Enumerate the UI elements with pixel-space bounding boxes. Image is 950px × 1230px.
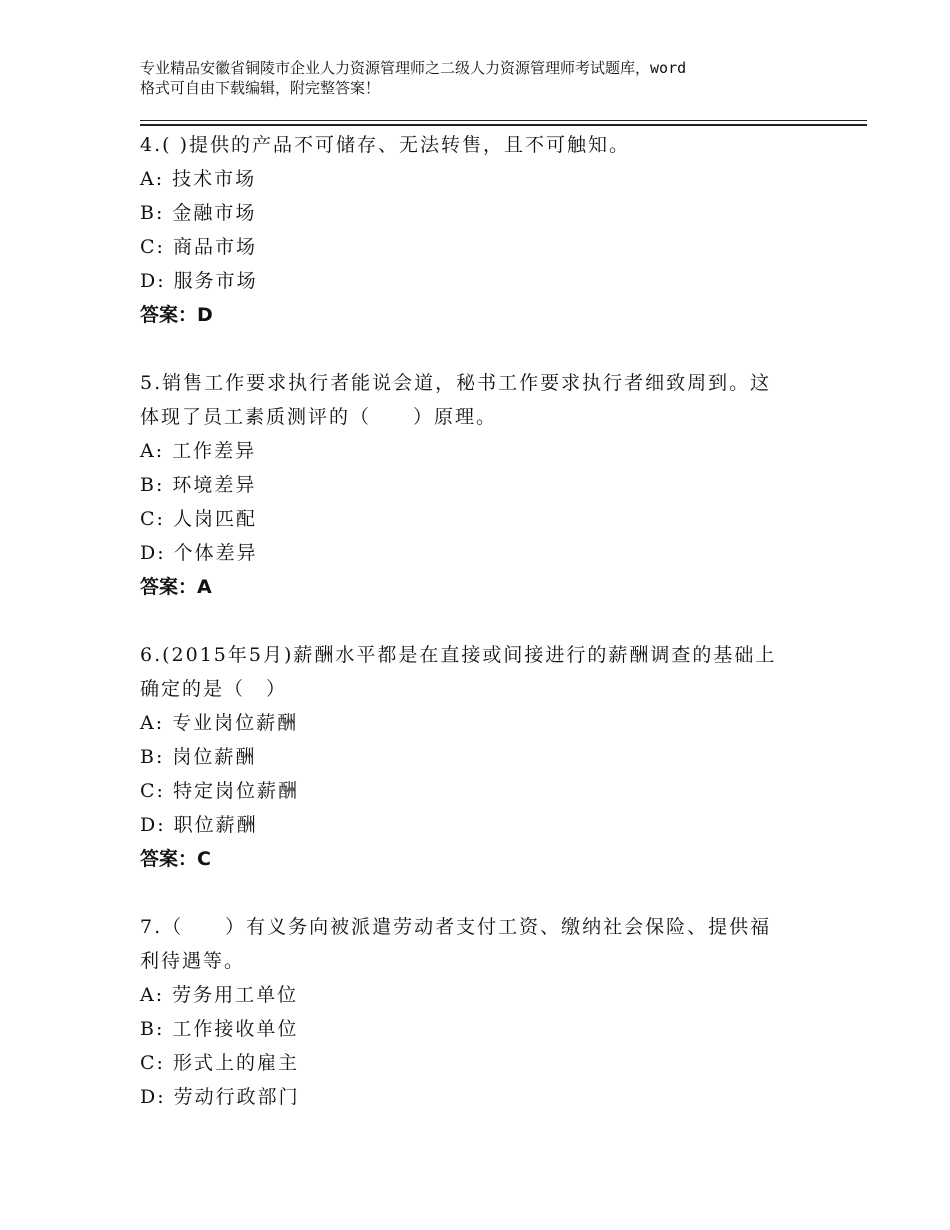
header-title-line-1: 专业精品安徽省铜陵市企业人力资源管理师之二级人力资源管理师考试题库，word [140, 59, 687, 77]
answer: 答案：C [140, 848, 211, 870]
option-b: B: 工作接收单位 [140, 1018, 299, 1040]
header-title-line-2: 格式可自由下载编辑，附完整答案！ [140, 79, 381, 97]
question-text: 4.( )提供的产品不可储存、无法转售，且不可触知。 [140, 134, 630, 156]
option-c: C: 人岗匹配 [140, 508, 257, 530]
option-c: C: 商品市场 [140, 236, 257, 258]
option-b: B: 岗位薪酬 [140, 746, 257, 768]
header-divider [140, 120, 867, 121]
option-b: B: 金融市场 [140, 202, 257, 224]
question-list [140, 128, 820, 1148]
option-d: D: 劳动行政部门 [140, 1086, 300, 1108]
document-header [140, 58, 830, 98]
option-a: A: 专业岗位薪酬 [140, 712, 299, 734]
question-text: 5.销售工作要求执行者能说会道，秘书工作要求执行者细致周到。这 [140, 372, 772, 394]
option-d: D: 职位薪酬 [140, 814, 258, 836]
option-a: A: 工作差异 [140, 440, 257, 462]
option-a: A: 技术市场 [140, 168, 257, 190]
option-c: C: 形式上的雇主 [140, 1052, 299, 1074]
question-4 [140, 128, 820, 332]
question-6 [140, 638, 820, 876]
option-d: D: 服务市场 [140, 270, 258, 292]
question-text-cont: 体现了员工素质测评的（ ）原理。 [140, 406, 498, 428]
option-a: A: 劳务用工单位 [140, 984, 299, 1006]
answer: 答案：A [140, 576, 212, 598]
question-text: 6.(2015年5月)薪酬水平都是在直接或间接进行的薪酬调查的基础上 [140, 644, 777, 666]
question-text-cont: 确定的是（ ） [140, 678, 288, 700]
answer: 答案：D [140, 304, 213, 326]
question-7 [140, 910, 820, 1114]
option-c: C: 特定岗位薪酬 [140, 780, 299, 802]
option-b: B: 环境差异 [140, 474, 257, 496]
question-text: 7.（ ）有义务向被派遣劳动者支付工资、缴纳社会保险、提供福 [140, 916, 772, 938]
question-5 [140, 366, 820, 604]
option-d: D: 个体差异 [140, 542, 258, 564]
header-divider-thick [140, 124, 867, 126]
question-text-cont: 利待遇等。 [140, 950, 246, 972]
